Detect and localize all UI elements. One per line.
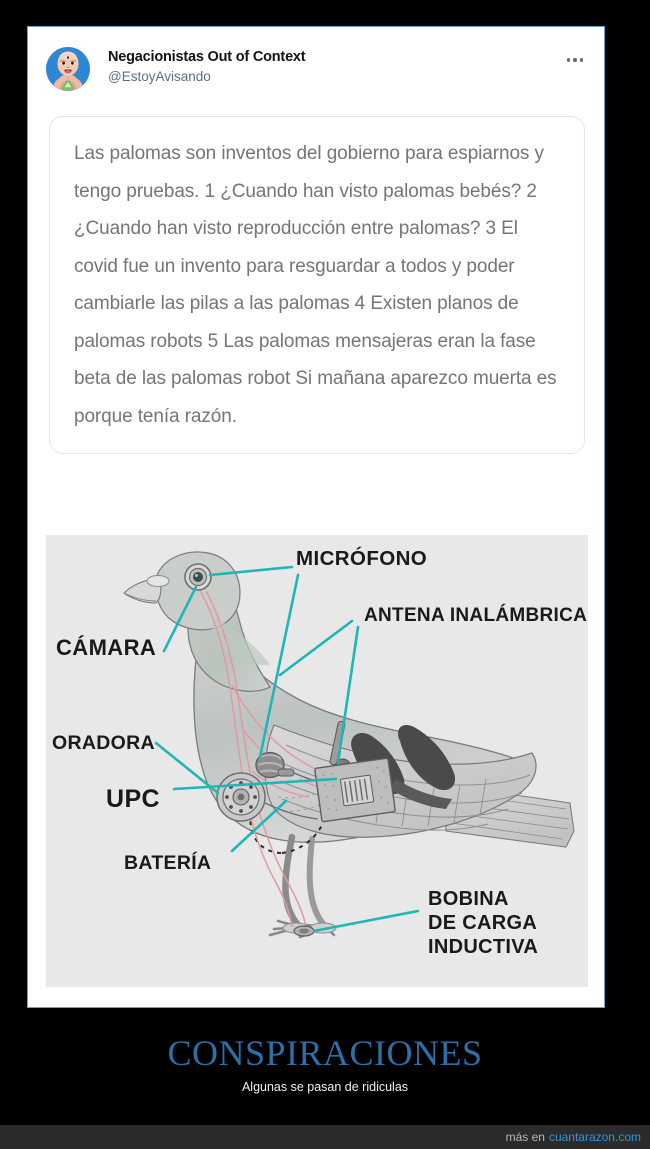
label-microfono: MICRÓFONO bbox=[296, 547, 428, 570]
label-bobina-line1: BOBINA bbox=[428, 888, 509, 910]
label-antena: ANTENA INALÁMBRICA bbox=[364, 605, 588, 626]
label-bobina-line3: INDUCTIVA bbox=[428, 936, 539, 958]
tweet-header bbox=[28, 27, 606, 99]
ellipsis-icon[interactable] bbox=[562, 51, 588, 69]
caption-block bbox=[0, 1013, 650, 1121]
ellipsis-dot bbox=[567, 58, 570, 61]
induction-coil-component bbox=[294, 926, 314, 936]
tweet-text-bubble bbox=[49, 116, 585, 454]
label-bateria: BATERÍA bbox=[124, 852, 212, 874]
label-bobina-line2: DE CARGA bbox=[428, 912, 538, 934]
cpu-component bbox=[315, 758, 396, 822]
camera-component bbox=[185, 564, 211, 590]
footer-bar bbox=[0, 1125, 650, 1149]
label-upc: UPC bbox=[106, 785, 160, 813]
caption-subtitle: Algunas se pasan de ridiculas bbox=[241, 1080, 409, 1094]
ellipsis-dot bbox=[573, 58, 576, 61]
footer-site-link[interactable]: cuantarazon.com bbox=[548, 1130, 641, 1144]
ellipsis-dot bbox=[580, 58, 583, 61]
tweet-card bbox=[27, 26, 605, 1008]
tweet-handle[interactable]: @EstoyAvisando bbox=[108, 69, 211, 84]
tweet-author-block bbox=[108, 48, 305, 86]
label-camara: CÁMARA bbox=[56, 635, 157, 660]
caption-title: CONSPIRACIONES bbox=[167, 1033, 483, 1073]
avatar-image bbox=[46, 47, 90, 91]
pigeon-diagram-image[interactable] bbox=[46, 535, 588, 987]
tweet-display-name[interactable]: Negacionistas Out of Context bbox=[108, 49, 306, 65]
tweet-body-text: Las palomas son inventos del gobierno para espiarnos y tengo pruebas. 1 ¿Cuando han visto palomas bebés? 2 ¿Cuando han visto reproducción entre palomas? 3 El covid fue un invento para resguardar a todos y poder cambiarle las pilas a las palomas 4 Existen planos de palomas robots 5 Las palomas mensajeras eran la fase beta de las palomas robot Si mañana aparezco muerta es porque tenía razón. bbox=[74, 143, 557, 427]
footer-prefix: más en bbox=[505, 1130, 545, 1144]
avatar[interactable] bbox=[46, 47, 90, 91]
label-oradora: ORADORA bbox=[52, 732, 155, 754]
robot-pigeon-illustration bbox=[46, 535, 588, 987]
